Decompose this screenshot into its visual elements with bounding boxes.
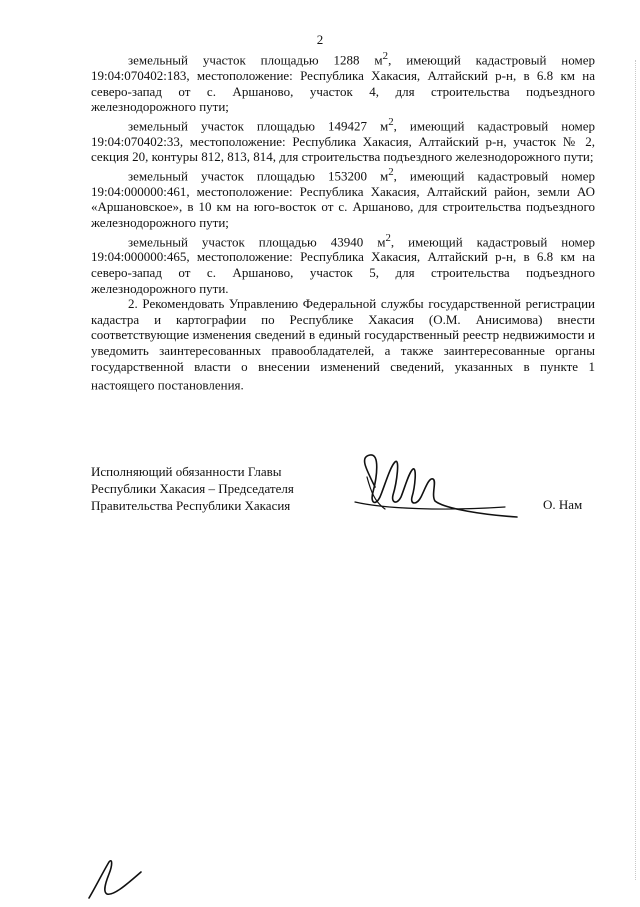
scan-edge-noise	[633, 60, 636, 880]
signer-name: О. Нам	[543, 497, 583, 512]
signatory-title-line-1: Исполняющий обязанности Главы	[91, 464, 282, 479]
initial-scribble-mark	[85, 858, 145, 907]
handwritten-signature	[345, 447, 520, 532]
signatory-title-line-3: Правительства Республики Хакасия	[91, 498, 291, 513]
land-plot-paragraph-1: земельный участок площадью 1288 $м^2$, имеющий кадастровый номер 19:04:070402:183, местоположение: Республика Хакасия, Алтайский р-н, в 6.8 км на северо-запад от с. Аршаново, участок 4, для строительства подъездного железнодорожного пути;	[91, 50, 595, 115]
land-plot-paragraph-2: земельный участок площадью 149427 $м^2$, имеющий кадастровый номер 19:04:070402:33, местоположение: Республика Хакасия, Алтайский р-н, участок № 2, секция 20, контуры 812, 813, 814, для строительства подъездного железнодорожного пути;	[91, 115, 595, 165]
land-plot-paragraph-3: земельный участок площадью 153200 $м^2$, имеющий кадастровый номер 19:04:000000:461, местоположение: Республика Хакасия, Алтайский район, земли АО «Аршановское», в 10 км на юго-восток от с. Аршаново, для строительства подъездного железнодорожного пути;	[91, 165, 595, 230]
recommendation-paragraph: 2. Рекомендовать Управлению Федеральной службы государственной регистрации кадастра и картографии по Республике Хакасия (О.М. Анисимова) внести соответствующие изменения сведений в единый государственный реестр недвижимости и уведомить заинтересованных правообладателей, а также заинтересованные органы государственной власти о внесении изменений сведений, указанных в пункте 1 настоящего постановления.	[91, 296, 595, 393]
document-body	[91, 49, 595, 393]
land-plot-paragraph-4: земельный участок площадью 43940 $м^2$, имеющий кадастровый номер 19:04:000000:465, местоположение: Республика Хакасия, Алтайский р-н, в 6.8 км на северо-запад от с. Аршаново, участок 5, для строительства подъездного железнодорожного пути.	[91, 231, 596, 296]
signatory-title	[91, 463, 294, 514]
signatory-title-line-2: Республики Хакасия – Председателя	[91, 481, 294, 496]
page-number: 2	[316, 32, 324, 47]
